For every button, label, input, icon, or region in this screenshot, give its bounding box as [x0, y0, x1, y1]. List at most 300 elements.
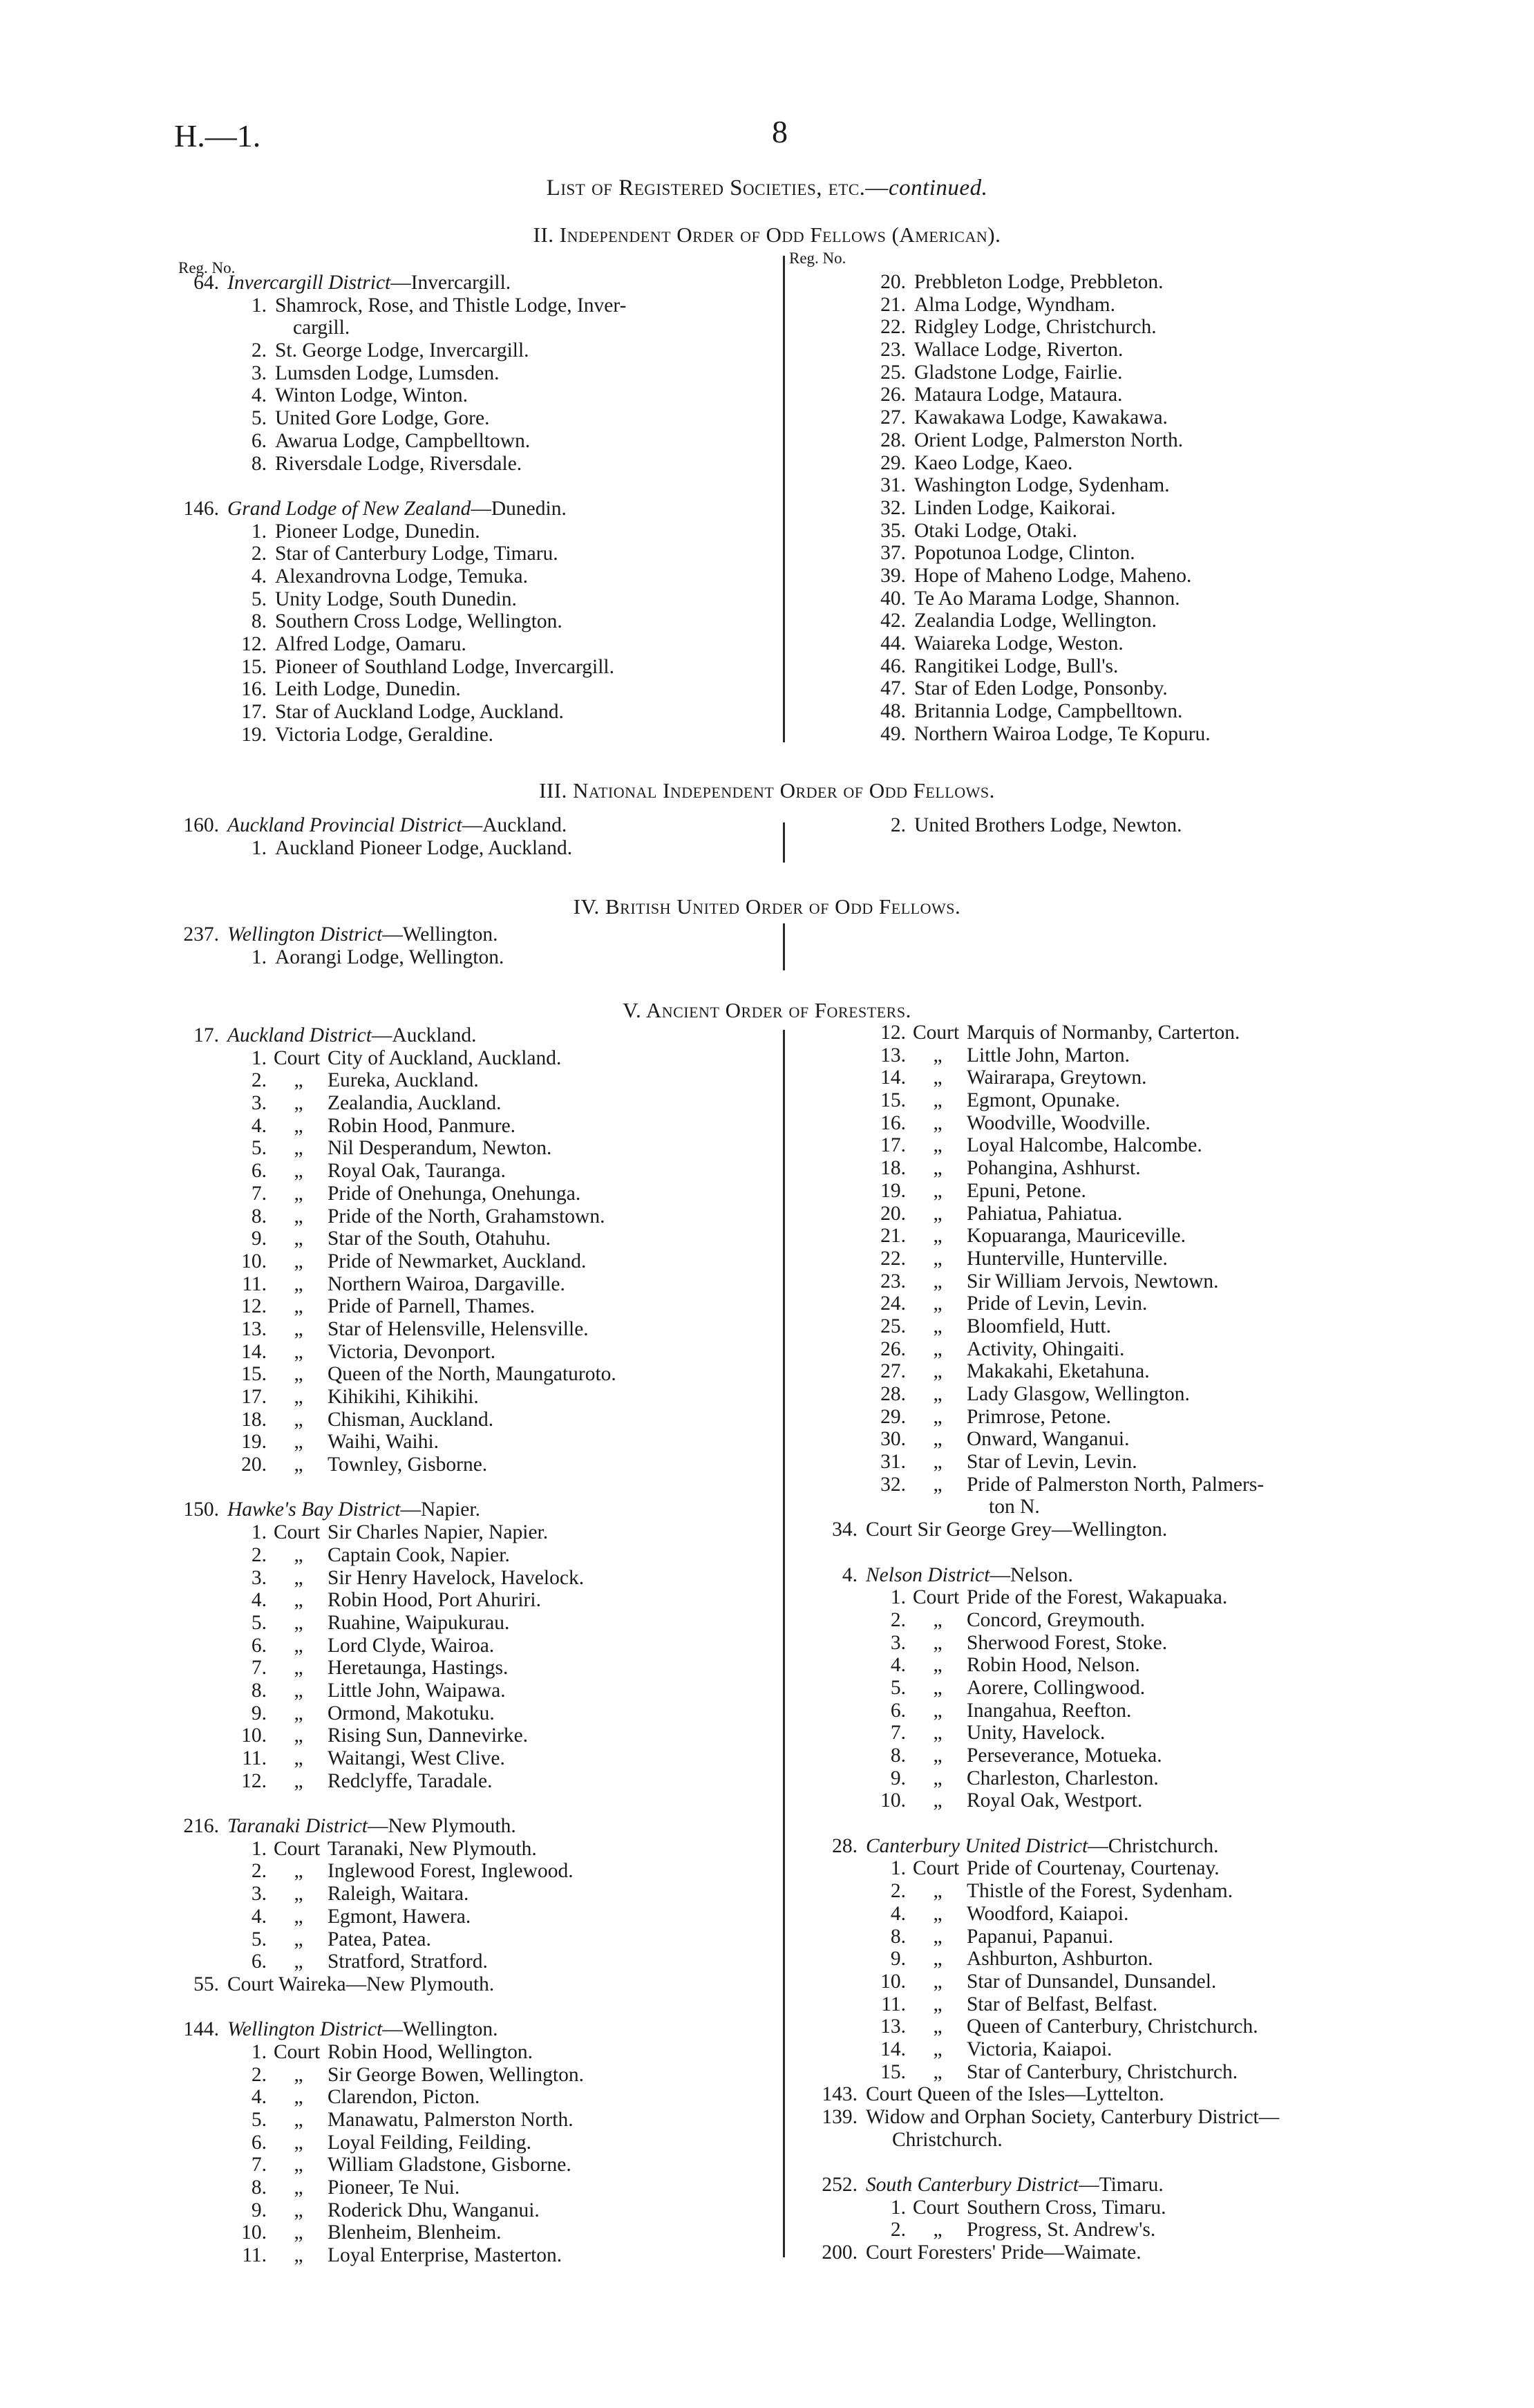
item-name: Robin Hood, Nelson. — [967, 1654, 1140, 1677]
item-name: Waiareka Lodge, Weston. — [914, 632, 1124, 655]
district-location: —Auckland. — [371, 1024, 477, 1046]
list-item — [160, 2041, 616, 2064]
item-name: Activity, Ohingaiti. — [967, 1337, 1125, 1360]
item-name: Pride of Palmerston North, Palmers- — [967, 1473, 1265, 1496]
list-item — [160, 1431, 616, 1454]
list-item — [160, 2176, 616, 2199]
item-name: Redclyffe, Taradale. — [328, 1769, 493, 1792]
court-ditto: „ — [294, 1611, 303, 1634]
item-number: 4. — [890, 1654, 906, 1677]
district-location: —Wellington. — [382, 2018, 498, 2041]
item-name: Patea, Patea. — [328, 1928, 431, 1950]
list-item — [807, 655, 1211, 678]
list-item — [807, 587, 1211, 610]
item-name: Woodville, Woodville. — [967, 1111, 1150, 1134]
court-ditto: „ — [933, 1066, 943, 1089]
list-item — [807, 1857, 1279, 1880]
list-item — [160, 1657, 616, 1680]
item-number: 13. — [880, 1044, 906, 1066]
item-name: Sir William Jervois, Newtown. — [967, 1270, 1219, 1292]
item-number: 8. — [251, 610, 267, 633]
entry-name: Court Queen of the Isles—Lyttelton. — [866, 2083, 1164, 2106]
entry-name: Christchurch. — [892, 2128, 1003, 2151]
item-name: St. George Lodge, Invercargill. — [275, 339, 529, 362]
list-item — [807, 1632, 1279, 1655]
list-item — [807, 1203, 1279, 1225]
item-number: 1. — [890, 1857, 906, 1880]
list-item — [160, 2109, 616, 2132]
item-number: 42. — [880, 610, 906, 632]
district-name: Wellington District — [227, 2018, 383, 2041]
item-number: 28. — [880, 1383, 906, 1405]
item-name: Mataura Lodge, Mataura. — [914, 384, 1123, 406]
list-item — [807, 1248, 1279, 1270]
list-item — [160, 1521, 616, 1544]
court-ditto: „ — [933, 2015, 943, 2038]
item-number: 3. — [251, 361, 267, 384]
item-number: 8. — [251, 1205, 267, 1227]
list-item — [807, 339, 1211, 361]
item-name: Kaeo Lodge, Kaeo. — [914, 451, 1073, 474]
item-number: 9. — [251, 1702, 267, 1724]
court-ditto: „ — [933, 1225, 943, 1248]
list-item — [160, 588, 626, 611]
title-main: List of Registered Societies, etc.— — [546, 176, 889, 200]
item-name: Otaki Lodge, Otaki. — [914, 519, 1077, 542]
district-location: —Invercargill. — [390, 272, 511, 294]
list-item — [160, 1250, 616, 1273]
item-name: Pride of Parnell, Thames. — [328, 1295, 536, 1318]
court-ditto: Court — [274, 1521, 321, 1544]
item-name: Alfred Lodge, Oamaru. — [275, 633, 466, 655]
court-ditto: „ — [294, 1724, 303, 1747]
item-name: Pride of Onehunga, Onehunga. — [328, 1182, 581, 1205]
item-number: 3. — [251, 1092, 267, 1115]
district-location: —New Plymouth. — [368, 1815, 516, 1838]
item-number: 5. — [251, 407, 267, 430]
list-item — [160, 946, 504, 969]
court-ditto: „ — [294, 1250, 303, 1272]
district-location: —Christchurch. — [1088, 1834, 1219, 1857]
item-number: 4. — [251, 1114, 267, 1137]
district-heading — [160, 1815, 616, 1838]
item-number: 20. — [880, 1202, 906, 1225]
list-item — [807, 565, 1211, 587]
item-name: Queen of Canterbury, Christchurch. — [967, 2015, 1258, 2038]
item-name: Pride of the North, Grahamstown. — [328, 1205, 605, 1227]
entry-name: Court Sir George Grey—Wellington. — [866, 1518, 1168, 1541]
court-ditto: Court — [274, 1046, 321, 1069]
item-name: Marquis of Normanby, Carterton. — [967, 1022, 1240, 1044]
entry-name: Court Waireka—New Plymouth. — [227, 1973, 495, 1995]
court-ditto: „ — [933, 1405, 943, 1428]
court-ditto: „ — [933, 1654, 943, 1677]
court-ditto: Court — [274, 2040, 321, 2063]
item-name: Star of Dunsandel, Dunsandel. — [967, 1970, 1217, 1993]
item-number: 15. — [880, 2060, 906, 2083]
item-name: Pride of Levin, Levin. — [967, 1292, 1148, 1315]
list-item — [160, 407, 626, 430]
court-ditto: „ — [294, 1340, 303, 1363]
item-number: 1. — [251, 836, 267, 859]
court-ditto: „ — [294, 2154, 303, 2176]
standalone-entry — [807, 2083, 1279, 2106]
item-number: 10. — [241, 2221, 267, 2244]
item-name: Raleigh, Waitara. — [328, 1883, 469, 1906]
column-divider — [783, 923, 785, 970]
district-name: Taranaki District — [227, 1815, 368, 1838]
district-location: —Dunedin. — [471, 497, 567, 520]
item-number: 1. — [251, 1521, 267, 1544]
district-heading — [160, 2018, 616, 2041]
court-ditto: „ — [294, 1092, 303, 1115]
list-item — [160, 701, 626, 724]
item-number: 25. — [880, 361, 906, 384]
court-ditto: „ — [933, 1044, 943, 1066]
list-item — [160, 520, 626, 543]
court-ditto: Court — [274, 1837, 321, 1860]
item-number: 5. — [251, 587, 267, 610]
reg-number: 55. — [193, 1973, 219, 1995]
item-name: Loyal Halcombe, Halcombe. — [967, 1134, 1202, 1157]
item-name: Kopuaranga, Mauriceville. — [967, 1225, 1186, 1248]
court-ditto: „ — [294, 2109, 303, 2131]
item-name: Winton Lodge, Winton. — [275, 384, 468, 407]
list-s5-right — [807, 1022, 1279, 2264]
list-item — [807, 1022, 1279, 1044]
list-item — [807, 361, 1211, 384]
list-item — [160, 1635, 616, 1657]
section-heading-iv: IV. British United Order of Odd Fellows. — [573, 894, 961, 919]
item-name: Prebbleton Lodge, Prebbleton. — [914, 271, 1164, 293]
list-item — [807, 294, 1211, 317]
item-number: 11. — [881, 1993, 906, 2015]
list-item — [807, 2219, 1279, 2241]
item-name: Star of Helensville, Helensville. — [328, 1317, 589, 1340]
item-number: 2. — [890, 1880, 906, 1903]
court-ditto: „ — [294, 2244, 303, 2267]
item-number: 13. — [241, 1317, 267, 1340]
district-name: Wellington District — [227, 923, 383, 946]
item-name: Unity, Havelock. — [967, 1722, 1106, 1744]
item-name: Wallace Lodge, Riverton. — [914, 339, 1124, 361]
list-item — [160, 1341, 616, 1364]
item-name: Pioneer Lodge, Dunedin. — [275, 520, 480, 543]
item-name: Shamrock, Rose, and Thistle Lodge, Inver- — [275, 294, 627, 317]
reg-number: 252. — [822, 2174, 858, 2197]
list-item — [807, 1586, 1279, 1609]
list-item — [160, 1612, 616, 1635]
list-s3-left — [160, 814, 572, 859]
list-item — [807, 1089, 1279, 1112]
item-name: Robin Hood, Port Ahuriri. — [328, 1589, 541, 1612]
item-name: Victoria, Kaiapoi. — [967, 2038, 1112, 2060]
item-number: 4. — [251, 384, 267, 407]
item-name: William Gladstone, Gisborne. — [328, 2154, 571, 2176]
court-ditto: „ — [933, 1089, 943, 1112]
court-ditto: „ — [294, 1566, 303, 1589]
court-ditto: „ — [294, 1408, 303, 1431]
list-item — [807, 1134, 1279, 1157]
list-item — [160, 1386, 616, 1409]
list-item — [807, 474, 1211, 497]
court-ditto: „ — [294, 1702, 303, 1724]
court-ditto: „ — [294, 1634, 303, 1657]
list-item — [160, 384, 626, 407]
blank-line — [807, 1812, 1279, 1835]
item-name: Captain Cook, Napier. — [328, 1543, 510, 1566]
list-s5-left — [160, 1024, 616, 2267]
item-name: Robin Hood, Wellington. — [328, 2040, 533, 2063]
item-number: 5. — [890, 1676, 906, 1699]
court-ditto: „ — [933, 1993, 943, 2015]
list-s2-left — [160, 272, 626, 746]
district-name: Canterbury United District — [866, 1834, 1088, 1857]
item-number: 6. — [251, 429, 267, 452]
item-name: Concord, Greymouth. — [967, 1608, 1146, 1631]
item-number: 31. — [880, 1451, 906, 1474]
list-item — [807, 316, 1211, 339]
list-item — [807, 1903, 1279, 1926]
list-item — [807, 1609, 1279, 1632]
item-number: 2. — [251, 1069, 267, 1092]
item-number: 2. — [251, 543, 267, 565]
list-item — [160, 1906, 616, 1928]
court-ditto: „ — [933, 1970, 943, 1993]
page-reference: H.—1. — [174, 118, 261, 153]
court-ditto: „ — [294, 1679, 303, 1702]
item-name: Riversdale Lodge, Riversdale. — [275, 452, 522, 475]
list-item — [807, 1880, 1279, 1903]
court-ditto: „ — [294, 1860, 303, 1883]
item-number: 48. — [880, 700, 906, 723]
district-location: —Wellington. — [382, 923, 498, 946]
item-name: Auckland Pioneer Lodge, Auckland. — [275, 836, 573, 859]
item-number: 1. — [890, 2196, 906, 2219]
item-number: 40. — [880, 587, 906, 610]
item-name: Little John, Waipawa. — [328, 1679, 506, 1702]
item-number: 5. — [251, 1137, 267, 1160]
list-item — [807, 1677, 1279, 1700]
item-name: Roderick Dhu, Wanganui. — [328, 2199, 540, 2221]
list-item — [160, 1069, 616, 1092]
court-ditto: „ — [294, 1769, 303, 1792]
item-name: Kawakawa Lodge, Kawakawa. — [914, 406, 1168, 429]
court-ditto: „ — [294, 2176, 303, 2199]
item-name: Star of Eden Lodge, Ponsonby. — [914, 677, 1168, 700]
item-number: 11. — [242, 1747, 267, 1769]
item-name: Robin Hood, Panmure. — [328, 1114, 516, 1137]
list-item — [160, 1160, 616, 1183]
list-item — [807, 632, 1211, 655]
item-name: Egmont, Opunake. — [967, 1089, 1121, 1112]
list-item — [807, 1112, 1279, 1135]
district-heading — [160, 272, 626, 294]
item-name: Leith Lodge, Dunedin. — [275, 678, 461, 701]
list-item — [160, 1227, 616, 1250]
item-number: 9. — [890, 1948, 906, 1970]
list-item — [160, 2199, 616, 2222]
court-ditto: „ — [294, 1114, 303, 1137]
list-item — [807, 1157, 1279, 1180]
list-item — [160, 1724, 616, 1747]
list-s2-right — [807, 271, 1211, 745]
list-item — [807, 1406, 1279, 1429]
court-ditto: „ — [933, 1722, 943, 1744]
item-number: 6. — [251, 2131, 267, 2154]
list-item — [807, 497, 1211, 520]
title-continued: continued. — [888, 176, 988, 200]
court-ditto: „ — [294, 1589, 303, 1612]
list-item — [807, 1225, 1279, 1248]
item-name: Hope of Maheno Lodge, Maheno. — [914, 564, 1192, 587]
list-item — [807, 1767, 1279, 1790]
list-item — [160, 1883, 616, 1906]
item-name: Victoria Lodge, Geraldine. — [275, 723, 494, 746]
item-number: 16. — [241, 678, 267, 701]
item-number: 3. — [890, 1631, 906, 1654]
reg-number: 144. — [183, 2018, 219, 2041]
list-item — [160, 339, 626, 362]
list-s3-right — [807, 814, 1182, 837]
list-item — [160, 724, 626, 746]
item-number: 17. — [880, 1134, 906, 1157]
list-item — [807, 406, 1211, 429]
court-ditto: „ — [294, 1883, 303, 1906]
item-name: Alexandrovna Lodge, Temuka. — [275, 565, 529, 587]
court-ditto — [913, 1496, 963, 1518]
item-number — [160, 317, 267, 339]
district-heading — [807, 1564, 1279, 1587]
item-number: 2. — [251, 2063, 267, 2086]
list-item — [807, 1451, 1279, 1474]
item-number: 7. — [251, 2154, 267, 2176]
item-name: Thistle of the Forest, Sydenham. — [967, 1880, 1233, 1903]
list-item — [160, 1567, 616, 1590]
court-ditto: „ — [294, 1950, 303, 1973]
list-item — [160, 565, 626, 588]
item-number: 6. — [251, 1160, 267, 1183]
item-number: 19. — [241, 723, 267, 746]
reg-no-label-left: Reg. No. — [178, 259, 236, 276]
reg-number — [807, 2129, 858, 2152]
item-name: Star of the South, Otahuhu. — [328, 1227, 551, 1250]
court-ditto: „ — [294, 1205, 303, 1227]
list-s4-left — [160, 923, 504, 968]
item-name: Orient Lodge, Palmerston North. — [914, 429, 1184, 451]
item-name: Egmont, Hawera. — [328, 1905, 471, 1928]
court-ditto: „ — [933, 1292, 943, 1315]
item-number: 21. — [880, 1225, 906, 1248]
list-item — [160, 2221, 616, 2244]
item-name: Queen of the North, Maungaturoto. — [328, 1363, 616, 1386]
blank-line — [160, 1996, 616, 2019]
item-name: Pahiatua, Pahiatua. — [967, 1202, 1123, 1225]
court-ditto: „ — [294, 1182, 303, 1205]
item-number: 44. — [880, 632, 906, 655]
list-item — [807, 814, 1182, 837]
item-number: 19. — [241, 1431, 267, 1454]
list-item — [807, 610, 1211, 632]
item-number: 17. — [241, 1386, 267, 1408]
item-name: Unity Lodge, South Dunedin. — [275, 587, 517, 610]
item-number: 16. — [880, 1111, 906, 1134]
item-name: Victoria, Devonport. — [328, 1340, 496, 1363]
item-number: 8. — [251, 2176, 267, 2199]
item-number: 23. — [880, 1270, 906, 1292]
item-name: Star of Canterbury, Christchurch. — [967, 2060, 1238, 2083]
list-item — [807, 677, 1211, 700]
standalone-entry — [807, 2106, 1279, 2129]
item-name: Star of Canterbury Lodge, Timaru. — [275, 543, 558, 565]
list-item — [160, 2244, 616, 2267]
item-name: Waihi, Waihi. — [328, 1431, 439, 1454]
court-ditto: Court — [913, 1022, 960, 1044]
item-number: 9. — [251, 2199, 267, 2221]
item-name: Gladstone Lodge, Fairlie. — [914, 361, 1123, 384]
item-name: Lumsden Lodge, Lumsden. — [275, 361, 500, 384]
item-name: Loyal Enterprise, Masterton. — [328, 2244, 562, 2267]
court-ditto: „ — [294, 2131, 303, 2154]
list-item — [807, 1338, 1279, 1361]
court-ditto: „ — [294, 1272, 303, 1295]
item-number: 2. — [890, 814, 906, 836]
court-ditto: „ — [933, 1608, 943, 1631]
court-ditto: „ — [933, 2219, 943, 2241]
court-ditto: „ — [933, 1676, 943, 1699]
blank-line — [807, 2151, 1279, 2174]
district-name: South Canterbury District — [866, 2174, 1079, 2197]
item-number: 8. — [251, 452, 267, 475]
item-name: Sir Charles Napier, Napier. — [328, 1521, 549, 1544]
district-heading — [807, 2174, 1279, 2197]
list-item — [160, 1205, 616, 1228]
item-name: Awarua Lodge, Campbelltown. — [275, 429, 531, 452]
item-name: Aorangi Lodge, Wellington. — [275, 946, 504, 968]
item-number: 14. — [241, 1340, 267, 1363]
item-number: 11. — [242, 1272, 267, 1295]
list-item — [807, 429, 1211, 452]
item-name: Charleston, Charleston. — [967, 1767, 1159, 1789]
item-number: 14. — [880, 1066, 906, 1089]
item-name: United Gore Lodge, Gore. — [275, 407, 490, 430]
list-item — [160, 1318, 616, 1341]
court-ditto: „ — [933, 1134, 943, 1157]
list-item — [160, 2064, 616, 2087]
reg-number: 28. — [832, 1834, 858, 1857]
item-name: Southern Cross Lodge, Wellington. — [275, 610, 562, 633]
column-divider — [783, 822, 785, 863]
list-item — [807, 2038, 1279, 2061]
reg-number: 64. — [193, 272, 219, 294]
list-item — [807, 452, 1211, 475]
item-number: 19. — [880, 1179, 906, 1202]
court-ditto: „ — [933, 1902, 943, 1925]
court-ditto: „ — [933, 1699, 943, 1722]
item-name: Little John, Marton. — [967, 1044, 1130, 1066]
reg-no-label-right: Reg. No. — [789, 250, 846, 267]
item-name: Te Ao Marama Lodge, Shannon. — [914, 587, 1180, 610]
item-number: 46. — [880, 655, 906, 677]
blank-line — [160, 1476, 616, 1499]
court-ditto: „ — [933, 1179, 943, 1202]
document-title — [0, 176, 1534, 201]
item-name: Star of Levin, Levin. — [967, 1451, 1137, 1474]
item-name: Pride of Newmarket, Auckland. — [328, 1250, 587, 1272]
court-ditto: „ — [933, 1789, 943, 1812]
court-ditto: „ — [933, 1247, 943, 1270]
district-heading — [160, 814, 572, 837]
